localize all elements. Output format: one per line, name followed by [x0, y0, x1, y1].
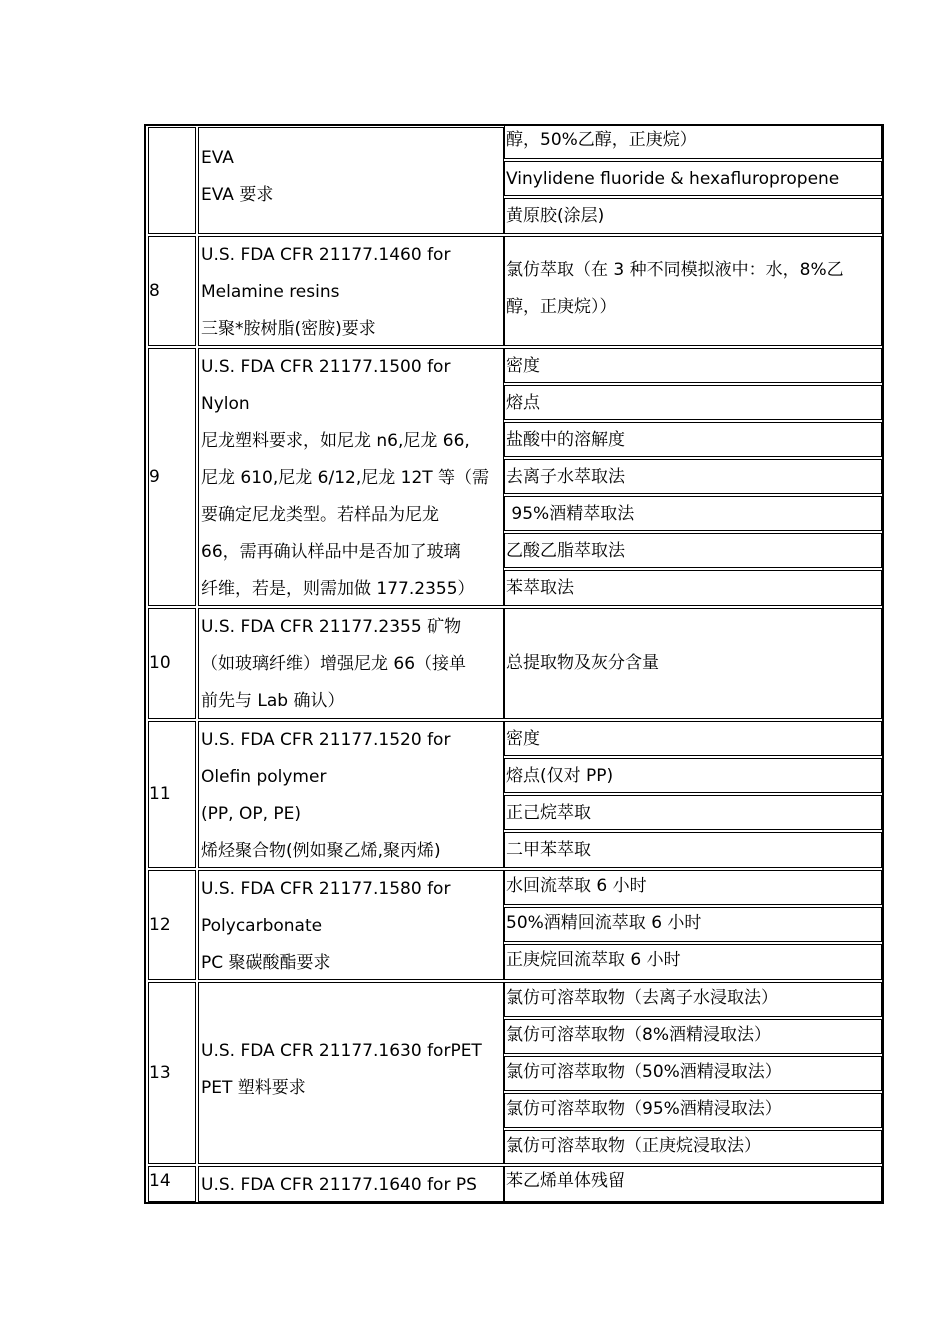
test-item: 氯仿可溶萃取物（去离子水浸取法） [506, 988, 778, 1008]
test-cell [504, 795, 882, 830]
standard-line: Polycarbonate [201, 916, 323, 936]
standard-line: （如玻璃纤维）增强尼龙 66（接单 [201, 654, 467, 674]
standard-line: 尼龙 610,尼龙 6/12,尼龙 12T 等（需 [201, 468, 490, 488]
test-item: 95%酒精萃取法 [506, 504, 635, 524]
test-item: 密度 [506, 356, 540, 376]
test-item: 水回流萃取 6 小时 [506, 876, 647, 896]
standard-line: 纤维，若是，则需加做 177.2355） [201, 579, 475, 599]
row-number: 11 [149, 784, 171, 804]
standard-cell [198, 127, 504, 234]
standard-cell [198, 721, 504, 868]
standard-line: U.S. FDA CFR 21177.1460 for [201, 245, 451, 265]
row-number: 10 [149, 653, 171, 673]
test-cell [504, 944, 882, 980]
standard-cell [198, 608, 504, 719]
standard-line: Olefin polymer [201, 767, 327, 787]
standard-line: 烯烃聚合物(例如聚乙烯,聚丙烯) [201, 841, 441, 861]
standard-cell [198, 1166, 504, 1202]
test-item: 氯仿可溶萃取物（8%酒精浸取法） [506, 1025, 771, 1045]
test-item: Vinylidene fluoride & hexafluropropene [506, 169, 840, 189]
test-item: 去离子水萃取法 [506, 467, 625, 487]
standard-line: PET 塑料要求 [201, 1078, 306, 1098]
test-cell [504, 1056, 882, 1091]
standard-line: 66，需再确认样品中是否加了玻璃 [201, 542, 461, 562]
standard-line: 要确定尼龙类型。若样品为尼龙 [201, 505, 439, 525]
test-cell [504, 1093, 882, 1128]
test-item: 醇，50%乙醇，正庚烷） [506, 130, 697, 150]
test-item: 氯仿可溶萃取物（正庚烷浸取法） [506, 1136, 761, 1156]
test-item: 总提取物及灰分含量 [506, 653, 659, 673]
standard-line: EVA 要求 [201, 185, 274, 205]
standard-line: U.S. FDA CFR 21177.1520 for [201, 730, 451, 750]
standard-cell [198, 236, 504, 346]
test-item: 黄原胶(涂层) [506, 206, 605, 226]
row-number: 13 [149, 1062, 171, 1083]
row-number-cell [148, 870, 196, 980]
standard-line: 三聚*胺树脂(密胺)要求 [201, 319, 376, 339]
test-cell [504, 832, 882, 868]
test-cell [504, 1019, 882, 1054]
test-item: 乙酸乙脂萃取法 [506, 541, 625, 561]
row-number-cell [148, 982, 196, 1164]
test-cell [504, 496, 882, 531]
standard-line: (PP, OP, PE) [201, 804, 302, 824]
test-cell [504, 870, 882, 905]
test-item: 密度 [506, 729, 540, 749]
row-number-cell [148, 608, 196, 719]
test-cell [504, 236, 882, 346]
row-number: 14 [149, 1171, 171, 1191]
row-number-cell [148, 721, 196, 868]
test-cell [504, 161, 882, 196]
test-item: 二甲苯萃取 [506, 840, 591, 860]
standard-cell [198, 982, 504, 1164]
standard-line: U.S. FDA CFR 21177.1580 for [201, 879, 451, 899]
row-number: 12 [149, 914, 171, 935]
test-cell [504, 982, 882, 1017]
test-item: 正己烷萃取 [506, 803, 591, 823]
row-number-cell [148, 348, 196, 606]
test-cell [504, 758, 882, 793]
test-item: 苯乙烯单体残留 [506, 1171, 625, 1191]
standard-line: U.S. FDA CFR 21177.2355 矿物 [201, 617, 462, 637]
row-number-cell [148, 236, 196, 346]
standard-line: EVA [201, 148, 234, 168]
standard-line: Nylon [201, 394, 250, 414]
test-cell [504, 124, 882, 159]
row-number-cell [148, 1166, 196, 1202]
standard-line: U.S. FDA CFR 21177.1500 for [201, 357, 451, 377]
test-cell [504, 533, 882, 568]
test-item: 苯萃取法 [506, 578, 574, 598]
test-item: 氯仿萃取（在 3 种不同模拟液中：水，8%乙 [506, 260, 844, 280]
test-cell [504, 721, 882, 756]
test-cell [504, 1166, 882, 1202]
test-cell [504, 1130, 882, 1164]
test-item: 熔点(仅对 PP) [506, 766, 614, 786]
row-number-cell [148, 127, 196, 234]
standard-cell [198, 348, 504, 606]
standard-line: Melamine resins [201, 282, 340, 302]
test-item: 正庚烷回流萃取 6 小时 [506, 950, 681, 970]
test-cell [504, 198, 882, 234]
row-number: 8 [149, 280, 160, 301]
test-cell [504, 608, 882, 719]
standard-cell [198, 870, 504, 980]
test-cell [504, 385, 882, 420]
test-item: 盐酸中的溶解度 [506, 430, 625, 450]
test-cell [504, 422, 882, 457]
test-cell [504, 907, 882, 942]
standard-line: PC 聚碳酸酯要求 [201, 953, 331, 973]
test-item: 50%酒精回流萃取 6 小时 [506, 913, 702, 933]
test-cell [504, 570, 882, 606]
test-cell [504, 459, 882, 494]
row-number: 9 [149, 466, 160, 487]
standard-line: 前先与 Lab 确认） [201, 691, 345, 711]
test-item: 醇，正庚烷）） [506, 297, 617, 317]
standard-line: 尼龙塑料要求，如尼龙 n6,尼龙 66, [201, 431, 470, 451]
test-item: 氯仿可溶萃取物（50%酒精浸取法） [506, 1062, 782, 1082]
standard-line: U.S. FDA CFR 21177.1640 for PS [201, 1175, 477, 1195]
standard-line: U.S. FDA CFR 21177.1630 forPET [201, 1041, 482, 1061]
test-item: 氯仿可溶萃取物（95%酒精浸取法） [506, 1099, 782, 1119]
test-item: 熔点 [506, 393, 540, 413]
test-cell [504, 348, 882, 383]
